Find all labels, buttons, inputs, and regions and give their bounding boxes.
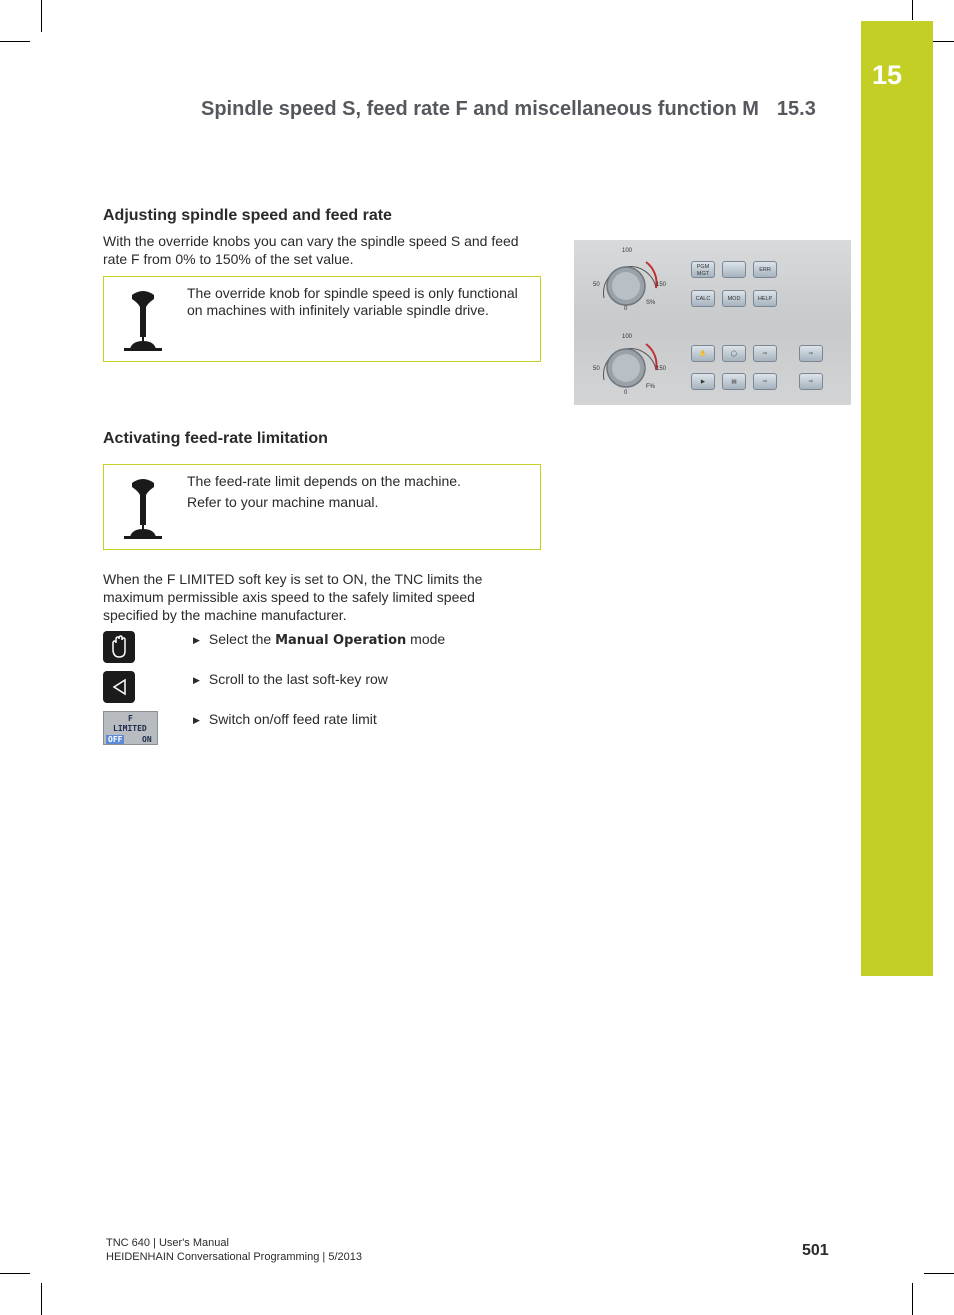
step-switch-feed-limit: ▶ Switch on/off feed rate limit xyxy=(193,711,377,727)
manual-operation-key: ✋ xyxy=(691,345,715,362)
single-block-key: ▶ xyxy=(691,373,715,390)
knob-bottom-label-50: 50 xyxy=(593,366,600,372)
err-key: ERR xyxy=(753,261,777,278)
hand-icon xyxy=(103,631,135,663)
section2-body: When the F LIMITED soft key is set to ON, the TNC limits the maximum permissible axis speed to the safely limited speed specified by the machine manufacturer. xyxy=(103,571,483,623)
calc-key: CALC xyxy=(691,290,715,307)
editing-key: ⇨ xyxy=(799,373,823,390)
bullet-triangle-icon: ▶ xyxy=(193,715,200,725)
chapter-tab xyxy=(861,21,933,976)
program-run-key: ⇨ xyxy=(753,373,777,390)
bullet-triangle-icon: ▶ xyxy=(193,635,200,645)
header-title: Spindle speed S, feed rate F and miscellaneous function M xyxy=(201,98,759,120)
handwheel-key: ◯ xyxy=(722,345,746,362)
machine-note-text: The override knob for spindle speed is only functional on machines with infinitely variable spindle drive. xyxy=(187,285,518,318)
pgm-mgt-key: PGM MGT xyxy=(691,261,715,278)
section-heading-adjusting: Adjusting spindle speed and feed rate xyxy=(103,207,392,224)
chapter-number: 15 xyxy=(872,60,903,90)
crop-mark xyxy=(912,1283,913,1315)
scroll-softkey-row-key xyxy=(103,671,135,703)
crop-mark xyxy=(924,1273,954,1274)
left-triangle-icon xyxy=(103,671,135,703)
knob-top-label-100: 100 xyxy=(622,248,633,254)
section-heading-feed-limit: Activating feed-rate limitation xyxy=(103,430,328,447)
machine-note-text-2: The feed-rate limit depends on the machine. Refer to your machine manual. xyxy=(187,473,461,510)
knob-top-tag: S% xyxy=(646,300,656,306)
f-limited-softkey: F LIMITED OFF ON xyxy=(103,711,158,745)
knob-top-label-0: 0 xyxy=(624,306,628,312)
machine-note-icon xyxy=(122,289,164,355)
crop-mark xyxy=(41,1283,42,1315)
knob-bottom-label-100: 100 xyxy=(622,334,633,340)
crop-mark xyxy=(0,1273,30,1274)
full-sequence-key: ▤ xyxy=(722,373,746,390)
crop-mark xyxy=(912,0,913,20)
bullet-triangle-icon: ▶ xyxy=(193,675,200,685)
step-select-manual-operation: ▶ Select the Manual Operation mode xyxy=(193,631,446,648)
machine-note-box-2 xyxy=(103,464,541,550)
blank-key xyxy=(722,261,746,278)
positioning-key: ⇨ xyxy=(753,345,777,362)
help-key: HELP xyxy=(753,290,777,307)
override-knob-panel-image xyxy=(574,240,851,405)
knob-top-label-150: 150 xyxy=(656,282,667,288)
manual-operation-key-icon xyxy=(103,631,135,663)
page-header xyxy=(201,98,816,121)
mod-key: MOD xyxy=(722,290,746,307)
page-number: 501 xyxy=(802,1242,829,1259)
knob-bottom-tag: F% xyxy=(646,384,655,390)
knob-top-label-50: 50 xyxy=(593,282,600,288)
knob-bottom-label-0: 0 xyxy=(624,390,628,396)
machine-note-icon xyxy=(122,477,164,543)
machine-note-box xyxy=(103,276,541,362)
header-section: 15.3 xyxy=(776,98,816,120)
crop-mark xyxy=(41,0,42,32)
step-scroll-softkey-row: ▶ Scroll to the last soft-key row xyxy=(193,671,388,687)
knob-bottom-label-150: 150 xyxy=(656,366,667,372)
crop-mark xyxy=(0,41,30,42)
program-test-key: ⇨ xyxy=(799,345,823,362)
page-footer: TNC 640 | User's Manual HEIDENHAIN Conversational Programming | 5/2013 xyxy=(106,1237,362,1263)
section1-body: With the override knobs you can vary the spindle speed S and feed rate F from 0% to 150% of the set value. xyxy=(103,233,519,267)
